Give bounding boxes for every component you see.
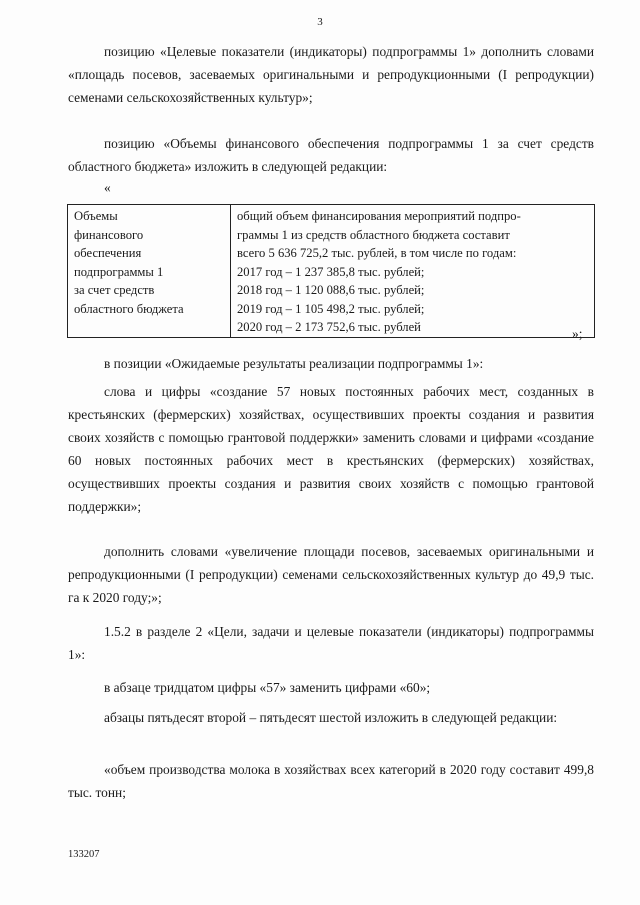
- value-line: общий объем финансирования мероприятий подпро-: [237, 209, 521, 223]
- value-line-2017: 2017 год – 1 237 385,8 тыс. рублей;: [237, 264, 425, 279]
- closing-quote: »;: [572, 326, 583, 341]
- paragraph-section-2: 1.5.2 в разделе 2 «Цели, задачи и целевые показатели (индикаторы) подпрограммы 1»:: [68, 624, 594, 662]
- table-cell-value: [231, 205, 595, 338]
- label-line: за счет средств: [74, 283, 155, 297]
- paragraph-add-words: дополнить словами «увеличение площади посевов, засеваемых оригинальными и репродукционными (I репродукции) семенами сельскохозяйственных культур до 49,9 тыс. га к 2020 году;»;: [68, 544, 594, 605]
- label-line: Объемы: [74, 209, 118, 223]
- label-line: финансового: [74, 227, 144, 242]
- table-row: [68, 205, 595, 338]
- paragraph-expected-results: в позиции «Ожидаемые результаты реализации подпрограммы 1»:: [104, 356, 484, 371]
- paragraph-thirtieth: в абзаце тридцатом цифры «57» заменить цифрами «60»;: [104, 680, 431, 695]
- page-number: 3: [317, 16, 323, 28]
- paragraph-fifty-second: абзацы пятьдесят второй – пятьдесят шестой изложить в следующей редакции:: [104, 710, 558, 725]
- label-line: подпрограммы 1: [74, 264, 164, 279]
- value-line-2018: 2018 год – 1 120 088,6 тыс. рублей;: [237, 283, 425, 297]
- paragraph-milk-production: «объем производства молока в хозяйствах всех категорий в 2020 году составит 499,8 тыс. тонн;: [68, 762, 594, 800]
- value-line-2019: 2019 год – 1 105 498,2 тыс. рублей;: [237, 301, 425, 316]
- paragraph-indicators: позицию «Целевые показатели (индикаторы) подпрограммы 1» дополнить словами «площадь посевов, засеваемых оригинальными и репродукционными (I репродукции) семенами сельскохозяйственных культур»;: [68, 44, 594, 105]
- value-line-2020: 2020 год – 2 173 752,6 тыс. рублей: [237, 320, 421, 334]
- opening-quote: «: [104, 180, 111, 195]
- label-line: областного бюджета: [74, 301, 184, 316]
- value-line: граммы 1 из средств областного бюджета составит: [237, 227, 510, 242]
- footer-code: 133207: [68, 849, 100, 860]
- table-cell-label: [68, 205, 231, 338]
- paragraph-financing: позицию «Объемы финансового обеспечения подпрограммы 1 за счет средств областного бюджета» изложить в следующей редакции:: [68, 136, 594, 174]
- financing-table: [67, 204, 595, 338]
- paragraph-replace-words: слова и цифры «создание 57 новых постоянных рабочих мест, созданных в крестьянских (фермерских) хозяйствах, осуществивших проекты создания и развития своих хозяйств с помощью грантовой поддержки» заменить словами и цифрами «создание 60 новых постоянных рабочих мест в крестьянских (фермерских) хозяйствах, осуществивших проекты создания и развития своих хозяйств с помощью грантовой поддержки»;: [68, 384, 594, 514]
- label-line: обеспечения: [74, 246, 142, 260]
- value-line: всего 5 636 725,2 тыс. рублей, в том числе по годам:: [237, 246, 517, 260]
